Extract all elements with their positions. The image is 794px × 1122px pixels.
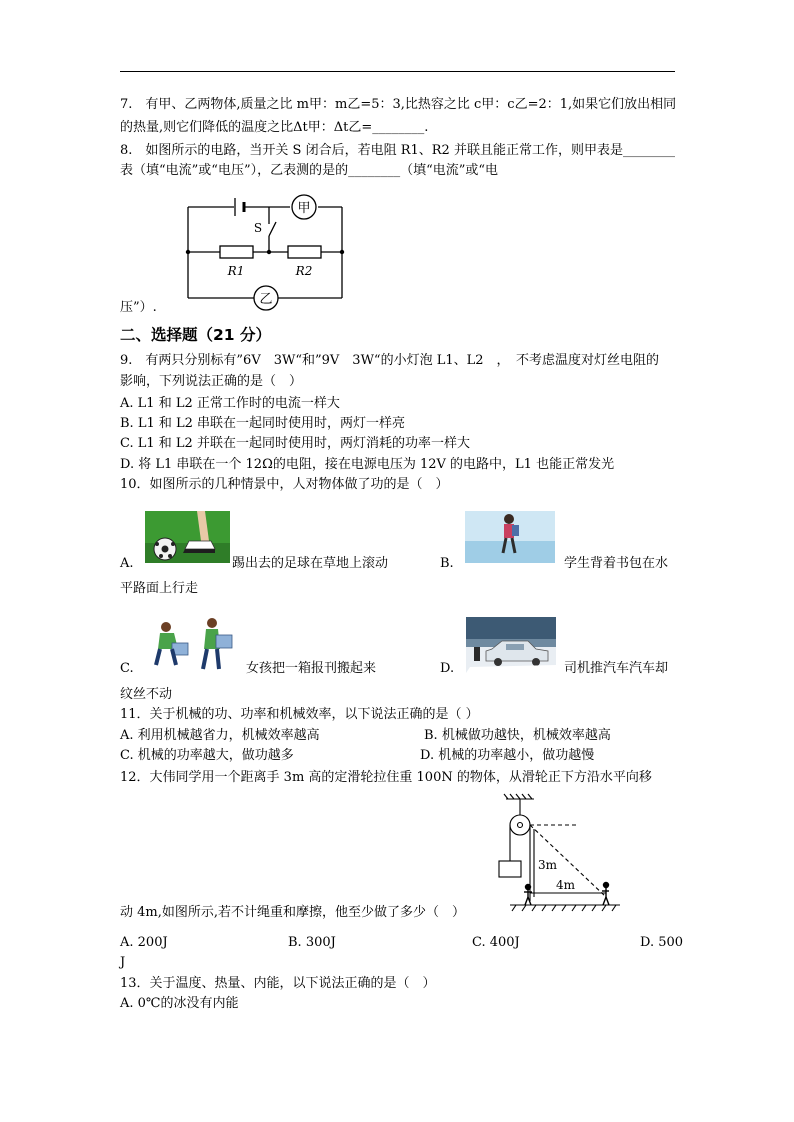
q7-line2: 的热量,则它们降低的温度之比Δt甲：Δt乙=________. — [120, 120, 429, 135]
meter-top-label: 甲 — [297, 201, 311, 216]
q11-option-c: C. 机械的功率越大，做功越多 — [120, 748, 294, 763]
q13-stem: 13．关于温度、热量、内能，以下说法正确的是（ ） — [120, 976, 436, 991]
q9-option-b: B. L1 和 L2 串联在一起同时使用时，两灯一样亮 — [120, 416, 406, 431]
height-label: 3m — [538, 858, 558, 872]
q9-option-d: D. 将 L1 串联在一个 12Ω的电阻，接在电源电压为 12V 的电路中，L1 也能正常发光 — [120, 457, 615, 472]
q10-image-d-pushing-car — [466, 617, 556, 673]
r2-label: R2 — [295, 264, 313, 278]
q12-line2: 动 4m,如图所示,若不计绳重和摩擦，他至少做了多少（ ） — [120, 905, 465, 920]
q10-b-text: 学生背着书包在水 — [564, 556, 669, 571]
q12-option-d: D. 500 — [640, 935, 684, 950]
switch-label: S — [253, 221, 263, 235]
q11-option-d: D. 机械的功率越小，做功越慢 — [420, 748, 595, 763]
q10-a-text: 踢出去的足球在草地上滚动 — [232, 556, 389, 571]
q9-option-a: A. L1 和 L2 正常工作时的电流一样大 — [120, 396, 340, 411]
q10-d-label: D. — [440, 661, 455, 676]
r1-label: R1 — [227, 264, 245, 278]
meter-bottom-label: 乙 — [259, 292, 273, 307]
section-heading: 二、选择题（21 分） — [120, 326, 271, 344]
q11-option-a: A. 利用机械越省力，机械效率越高 — [120, 728, 320, 743]
q10-c-label: C. — [120, 661, 134, 676]
q12-pulley-diagram — [488, 793, 628, 917]
q13-option-a: A. 0℃的冰没有内能 — [120, 996, 239, 1011]
q9-line1: 9. 有两只分别标有”6V 3W“和”9V 3W“的小灯泡 L1、L2 ， 不考虑温度对灯丝电阻的 — [120, 353, 660, 368]
q10-image-c-lifting-box — [148, 615, 238, 671]
q9-line2: 影响，下列说法正确的是（ ） — [120, 374, 303, 389]
q8-line1: 8. 如图所示的电路，当开关 S 闭合后，若电阻 R1、R2 并联且能正常工作，则甲表是________ — [120, 143, 675, 158]
distance-label: 4m — [556, 878, 576, 892]
q10-a-label: A. — [120, 556, 134, 571]
q10-stem: 10．如图所示的几种情景中，人对物体做了功的是（ ） — [120, 477, 449, 492]
q10-d-text: 司机推汽车汽车却 — [564, 661, 669, 676]
q10-b-label: B. — [440, 556, 454, 571]
q12-option-b: B. 300J — [288, 935, 336, 950]
header-rule — [120, 71, 675, 72]
q10-d-cont: 纹丝不动 — [120, 687, 173, 702]
q12-option-a: A. 200J — [120, 935, 168, 950]
q10-b-cont: 平路面上行走 — [120, 581, 199, 596]
q12-option-d-cont: J — [120, 955, 126, 970]
q10-c-text: 女孩把一箱报刊搬起来 — [246, 661, 377, 676]
q7-line1: 7. 有甲、乙两物体,质量之比 m甲：m乙=5：3,比热容之比 c甲：c乙=2：1,如果它们放出相同 — [120, 97, 677, 112]
q11-stem: 11．关于机械的功、功率和机械效率，以下说法正确的是（ ） — [120, 707, 479, 722]
q9-option-c: C. L1 和 L2 并联在一起同时使用时，两灯消耗的功率一样大 — [120, 436, 470, 451]
q12-line1: 12．大伟同学用一个距离手 3m 高的定滑轮拉住重 100N 的物体，从滑轮正下方沿水平向移 — [120, 770, 652, 785]
q11-option-b: B. 机械做功越快，机械效率越高 — [424, 728, 611, 743]
q8-line2: 表（填“电流”或“电压”），乙表测的是的________（填“电流”或“电 — [120, 163, 499, 178]
q12-option-c: C. 400J — [472, 935, 520, 950]
q8-line3: 压”）. — [120, 300, 157, 315]
q8-circuit-diagram — [180, 190, 350, 315]
q10-image-b-student — [465, 511, 555, 563]
q10-image-a-soccer — [145, 511, 230, 563]
